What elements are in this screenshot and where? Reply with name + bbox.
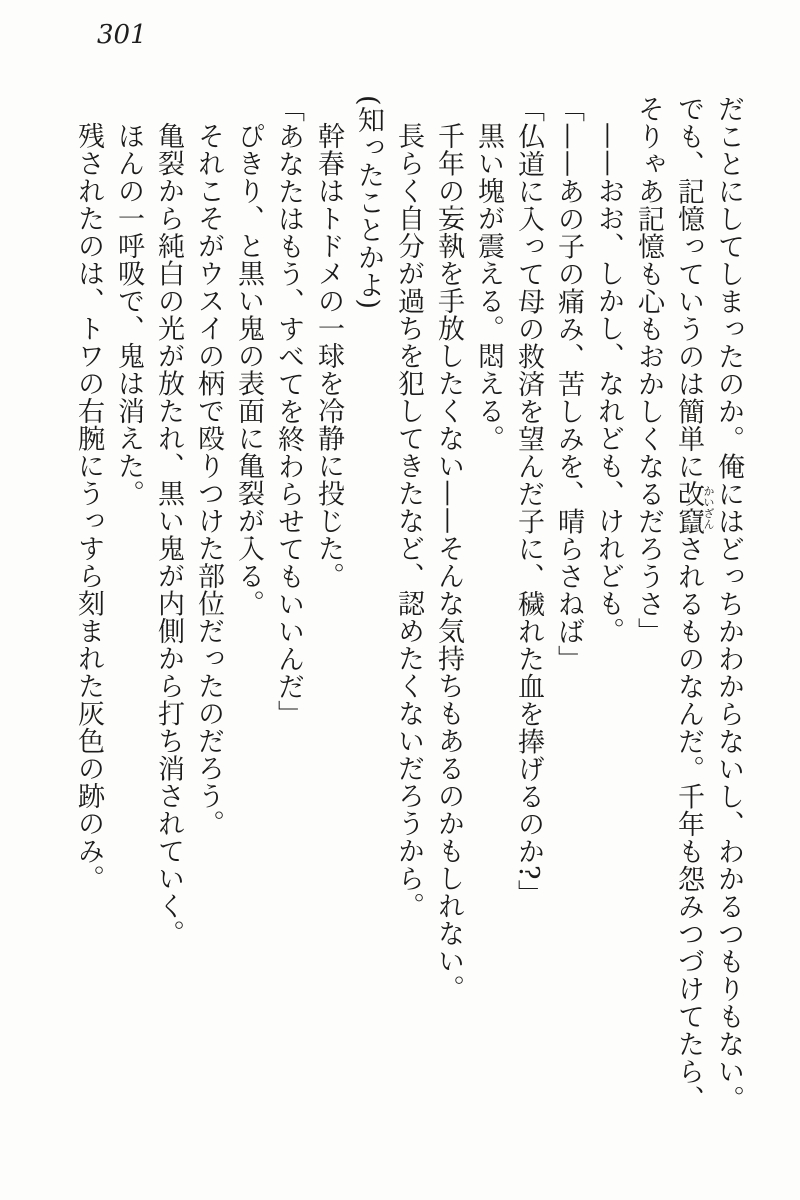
paragraph: 「——あの子の痛み、苦しみを、晴らさねば」: [553, 95, 584, 673]
paragraph: ほんの一呼吸で、鬼は消えた。: [113, 122, 144, 507]
paragraph: 千年の妄執を手放したくない——そんな気持ちもあるのかもしれない。: [433, 122, 464, 1002]
paragraph: それこそがウスイの柄で殴りつけた部位だったのだろう。: [193, 122, 224, 837]
paragraph: 亀裂から純白の光が放たれ、黒い鬼が内側から打ち消されていく。: [153, 122, 184, 947]
paragraph: ——おお、しかし、なれども、けれども。: [593, 122, 624, 645]
paragraph: 残されたのは、トワの右腕にうっすら刻まれた灰色の跡のみ。: [73, 122, 104, 892]
paragraph: 「あなたはもう、すべてを終わらせてもいいんだ」: [273, 95, 304, 728]
furigana-annotated-word: 改竄かいざん: [673, 480, 715, 535]
paragraph: (知ったことかよ): [353, 95, 384, 310]
paragraph: だことにしてしまったのか。俺にはどっちかわからないし、わかるつもりもない。でも、記憶っていうのは簡単に改竄かいざんされるものなんだ。千年も怨みつづけてたら、そりゃあ記憶も心もおかしくなるだろうさ」: [633, 95, 744, 1113]
paragraph: 長らく自分が過ちを犯してきたなど、認めたくないだろうから。: [393, 122, 424, 920]
page-number: 301: [97, 20, 147, 50]
vertical-text-block: [58, 95, 748, 1135]
furigana-text: かいざん: [702, 480, 715, 535]
paragraph: 「仏道に入って母の救済を望んだ子に、穢れた血を捧げるのか?」: [513, 95, 544, 908]
paragraph: 黒い塊が震える。悶える。: [473, 122, 504, 452]
paragraph: ぴきり、と黒い鬼の表面に亀裂が入る。: [233, 122, 264, 617]
paragraph: 幹春はトドメの一球を冷静に投じた。: [313, 122, 344, 590]
